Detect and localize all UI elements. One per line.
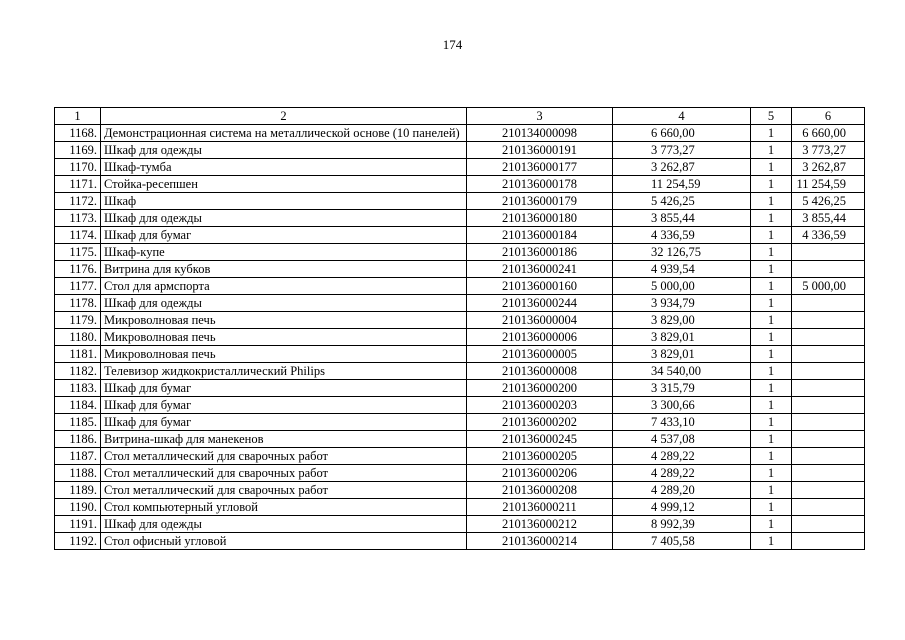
- table-row: [55, 499, 865, 516]
- total-amount-cell: 3 262,87: [792, 159, 865, 176]
- unit-price-cell: 3 829,01: [613, 329, 751, 346]
- table-row: [55, 414, 865, 431]
- row-number-cell: 1181.: [55, 346, 101, 363]
- quantity-cell: 1: [751, 312, 792, 329]
- table-row: [55, 465, 865, 482]
- item-name-cell: Шкаф для бумаг: [101, 414, 467, 431]
- total-amount-cell: [792, 380, 865, 397]
- inventory-code-cell: 210136000004: [467, 312, 613, 329]
- quantity-cell: 1: [751, 499, 792, 516]
- table-row: [55, 261, 865, 278]
- quantity-cell: 1: [751, 380, 792, 397]
- item-name-cell: Микроволновая печь: [101, 312, 467, 329]
- item-name-cell: Шкаф для бумаг: [101, 227, 467, 244]
- unit-price-cell: 3 829,00: [613, 312, 751, 329]
- column-header-5: 5: [751, 108, 792, 125]
- table-header-row: [55, 108, 865, 125]
- inventory-code-cell: 210136000203: [467, 397, 613, 414]
- inventory-code-cell: 210136000191: [467, 142, 613, 159]
- total-amount-cell: 5 000,00: [792, 278, 865, 295]
- unit-price-cell: 3 829,01: [613, 346, 751, 363]
- total-amount-cell: [792, 516, 865, 533]
- total-amount-cell: [792, 482, 865, 499]
- item-name-cell: Микроволновая печь: [101, 346, 467, 363]
- unit-price-cell: 4 336,59: [613, 227, 751, 244]
- row-number-cell: 1179.: [55, 312, 101, 329]
- row-number-cell: 1188.: [55, 465, 101, 482]
- quantity-cell: 1: [751, 533, 792, 550]
- quantity-cell: 1: [751, 363, 792, 380]
- table-row: [55, 312, 865, 329]
- total-amount-cell: [792, 312, 865, 329]
- unit-price-cell: 3 855,44: [613, 210, 751, 227]
- item-name-cell: Шкаф-купе: [101, 244, 467, 261]
- unit-price-cell: 4 289,22: [613, 465, 751, 482]
- unit-price-cell: 8 992,39: [613, 516, 751, 533]
- inventory-table: [54, 107, 865, 550]
- table-row: [55, 159, 865, 176]
- table-row: [55, 516, 865, 533]
- inventory-code-cell: 210136000179: [467, 193, 613, 210]
- unit-price-cell: 3 773,27: [613, 142, 751, 159]
- total-amount-cell: [792, 346, 865, 363]
- item-name-cell: Шкаф для одежды: [101, 142, 467, 159]
- total-amount-cell: 6 660,00: [792, 125, 865, 142]
- table-row: [55, 176, 865, 193]
- row-number-cell: 1169.: [55, 142, 101, 159]
- quantity-cell: 1: [751, 397, 792, 414]
- item-name-cell: Шкаф для одежды: [101, 295, 467, 312]
- inventory-code-cell: 210136000005: [467, 346, 613, 363]
- total-amount-cell: [792, 363, 865, 380]
- table-row: [55, 431, 865, 448]
- inventory-code-cell: 210136000200: [467, 380, 613, 397]
- row-number-cell: 1170.: [55, 159, 101, 176]
- total-amount-cell: 5 426,25: [792, 193, 865, 210]
- item-name-cell: Шкаф для одежды: [101, 516, 467, 533]
- quantity-cell: 1: [751, 142, 792, 159]
- item-name-cell: Витрина-шкаф для манекенов: [101, 431, 467, 448]
- item-name-cell: Стол металлический для сварочных работ: [101, 482, 467, 499]
- quantity-cell: 1: [751, 210, 792, 227]
- inventory-code-cell: 210136000244: [467, 295, 613, 312]
- inventory-code-cell: 210136000241: [467, 261, 613, 278]
- table-row: [55, 142, 865, 159]
- row-number-cell: 1171.: [55, 176, 101, 193]
- quantity-cell: 1: [751, 414, 792, 431]
- table-row: [55, 329, 865, 346]
- table-row: [55, 244, 865, 261]
- quantity-cell: 1: [751, 346, 792, 363]
- total-amount-cell: 11 254,59: [792, 176, 865, 193]
- inventory-code-cell: 210136000184: [467, 227, 613, 244]
- unit-price-cell: 6 660,00: [613, 125, 751, 142]
- row-number-cell: 1182.: [55, 363, 101, 380]
- inventory-code-cell: 210136000214: [467, 533, 613, 550]
- inventory-code-cell: 210136000245: [467, 431, 613, 448]
- table-row: [55, 482, 865, 499]
- total-amount-cell: 3 773,27: [792, 142, 865, 159]
- unit-price-cell: 4 537,08: [613, 431, 751, 448]
- inventory-code-cell: 210136000206: [467, 465, 613, 482]
- quantity-cell: 1: [751, 465, 792, 482]
- inventory-code-cell: 210136000205: [467, 448, 613, 465]
- item-name-cell: Стол металлический для сварочных работ: [101, 448, 467, 465]
- row-number-cell: 1187.: [55, 448, 101, 465]
- table-row: [55, 346, 865, 363]
- unit-price-cell: 4 939,54: [613, 261, 751, 278]
- quantity-cell: 1: [751, 278, 792, 295]
- table-row: [55, 380, 865, 397]
- inventory-code-cell: 210136000178: [467, 176, 613, 193]
- unit-price-cell: 5 426,25: [613, 193, 751, 210]
- inventory-code-cell: 210136000180: [467, 210, 613, 227]
- quantity-cell: 1: [751, 176, 792, 193]
- quantity-cell: 1: [751, 159, 792, 176]
- quantity-cell: 1: [751, 431, 792, 448]
- column-header-1: 1: [55, 108, 101, 125]
- item-name-cell: Витрина для кубков: [101, 261, 467, 278]
- row-number-cell: 1186.: [55, 431, 101, 448]
- inventory-code-cell: 210136000202: [467, 414, 613, 431]
- table-row: [55, 125, 865, 142]
- total-amount-cell: [792, 329, 865, 346]
- quantity-cell: 1: [751, 448, 792, 465]
- row-number-cell: 1175.: [55, 244, 101, 261]
- unit-price-cell: 11 254,59: [613, 176, 751, 193]
- row-number-cell: 1185.: [55, 414, 101, 431]
- item-name-cell: Телевизор жидкокристаллический Philips: [101, 363, 467, 380]
- total-amount-cell: [792, 448, 865, 465]
- item-name-cell: Микроволновая печь: [101, 329, 467, 346]
- row-number-cell: 1192.: [55, 533, 101, 550]
- item-name-cell: Шкаф-тумба: [101, 159, 467, 176]
- total-amount-cell: [792, 397, 865, 414]
- item-name-cell: Шкаф: [101, 193, 467, 210]
- unit-price-cell: 32 126,75: [613, 244, 751, 261]
- unit-price-cell: 4 289,20: [613, 482, 751, 499]
- inventory-code-cell: 210136000212: [467, 516, 613, 533]
- unit-price-cell: 7 433,10: [613, 414, 751, 431]
- item-name-cell: Шкаф для бумаг: [101, 380, 467, 397]
- row-number-cell: 1172.: [55, 193, 101, 210]
- unit-price-cell: 5 000,00: [613, 278, 751, 295]
- total-amount-cell: [792, 465, 865, 482]
- item-name-cell: Стойка-ресепшен: [101, 176, 467, 193]
- inventory-code-cell: 210136000160: [467, 278, 613, 295]
- total-amount-cell: [792, 431, 865, 448]
- table-row: [55, 295, 865, 312]
- unit-price-cell: 7 405,58: [613, 533, 751, 550]
- table-row: [55, 227, 865, 244]
- item-name-cell: Стол металлический для сварочных работ: [101, 465, 467, 482]
- column-header-6: 6: [792, 108, 865, 125]
- table-row: [55, 210, 865, 227]
- table-row: [55, 533, 865, 550]
- inventory-code-cell: 210136000186: [467, 244, 613, 261]
- page-number: 174: [442, 37, 463, 52]
- unit-price-cell: 4 999,12: [613, 499, 751, 516]
- row-number-cell: 1183.: [55, 380, 101, 397]
- item-name-cell: Стол для армспорта: [101, 278, 467, 295]
- row-number-cell: 1168.: [55, 125, 101, 142]
- quantity-cell: 1: [751, 329, 792, 346]
- total-amount-cell: 3 855,44: [792, 210, 865, 227]
- row-number-cell: 1184.: [55, 397, 101, 414]
- inventory-code-cell: 210136000208: [467, 482, 613, 499]
- inventory-code-cell: 210136000177: [467, 159, 613, 176]
- unit-price-cell: 4 289,22: [613, 448, 751, 465]
- unit-price-cell: 3 300,66: [613, 397, 751, 414]
- quantity-cell: 1: [751, 227, 792, 244]
- inventory-code-cell: 210134000098: [467, 125, 613, 142]
- table-row: [55, 397, 865, 414]
- row-number-cell: 1176.: [55, 261, 101, 278]
- row-number-cell: 1190.: [55, 499, 101, 516]
- quantity-cell: 1: [751, 193, 792, 210]
- table-row: [55, 193, 865, 210]
- inventory-code-cell: 210136000211: [467, 499, 613, 516]
- quantity-cell: 1: [751, 482, 792, 499]
- total-amount-cell: [792, 533, 865, 550]
- total-amount-cell: [792, 499, 865, 516]
- quantity-cell: 1: [751, 295, 792, 312]
- quantity-cell: 1: [751, 125, 792, 142]
- row-number-cell: 1174.: [55, 227, 101, 244]
- item-name-cell: Стол офисный угловой: [101, 533, 467, 550]
- table-row: [55, 363, 865, 380]
- unit-price-cell: 3 262,87: [613, 159, 751, 176]
- table-row: [55, 278, 865, 295]
- total-amount-cell: 4 336,59: [792, 227, 865, 244]
- quantity-cell: 1: [751, 261, 792, 278]
- item-name-cell: Стол компьютерный угловой: [101, 499, 467, 516]
- item-name-cell: Шкаф для бумаг: [101, 397, 467, 414]
- total-amount-cell: [792, 295, 865, 312]
- row-number-cell: 1178.: [55, 295, 101, 312]
- column-header-4: 4: [613, 108, 751, 125]
- unit-price-cell: 3 934,79: [613, 295, 751, 312]
- unit-price-cell: 34 540,00: [613, 363, 751, 380]
- inventory-code-cell: 210136000006: [467, 329, 613, 346]
- row-number-cell: 1173.: [55, 210, 101, 227]
- column-header-2: 2: [101, 108, 467, 125]
- row-number-cell: 1189.: [55, 482, 101, 499]
- item-name-cell: Демонстрационная система на металлической основе (10 панелей): [101, 125, 467, 142]
- table-row: [55, 448, 865, 465]
- row-number-cell: 1180.: [55, 329, 101, 346]
- total-amount-cell: [792, 261, 865, 278]
- table-body: [55, 125, 865, 550]
- total-amount-cell: [792, 414, 865, 431]
- column-header-3: 3: [467, 108, 613, 125]
- quantity-cell: 1: [751, 244, 792, 261]
- row-number-cell: 1177.: [55, 278, 101, 295]
- total-amount-cell: [792, 244, 865, 261]
- quantity-cell: 1: [751, 516, 792, 533]
- row-number-cell: 1191.: [55, 516, 101, 533]
- unit-price-cell: 3 315,79: [613, 380, 751, 397]
- item-name-cell: Шкаф для одежды: [101, 210, 467, 227]
- inventory-code-cell: 210136000008: [467, 363, 613, 380]
